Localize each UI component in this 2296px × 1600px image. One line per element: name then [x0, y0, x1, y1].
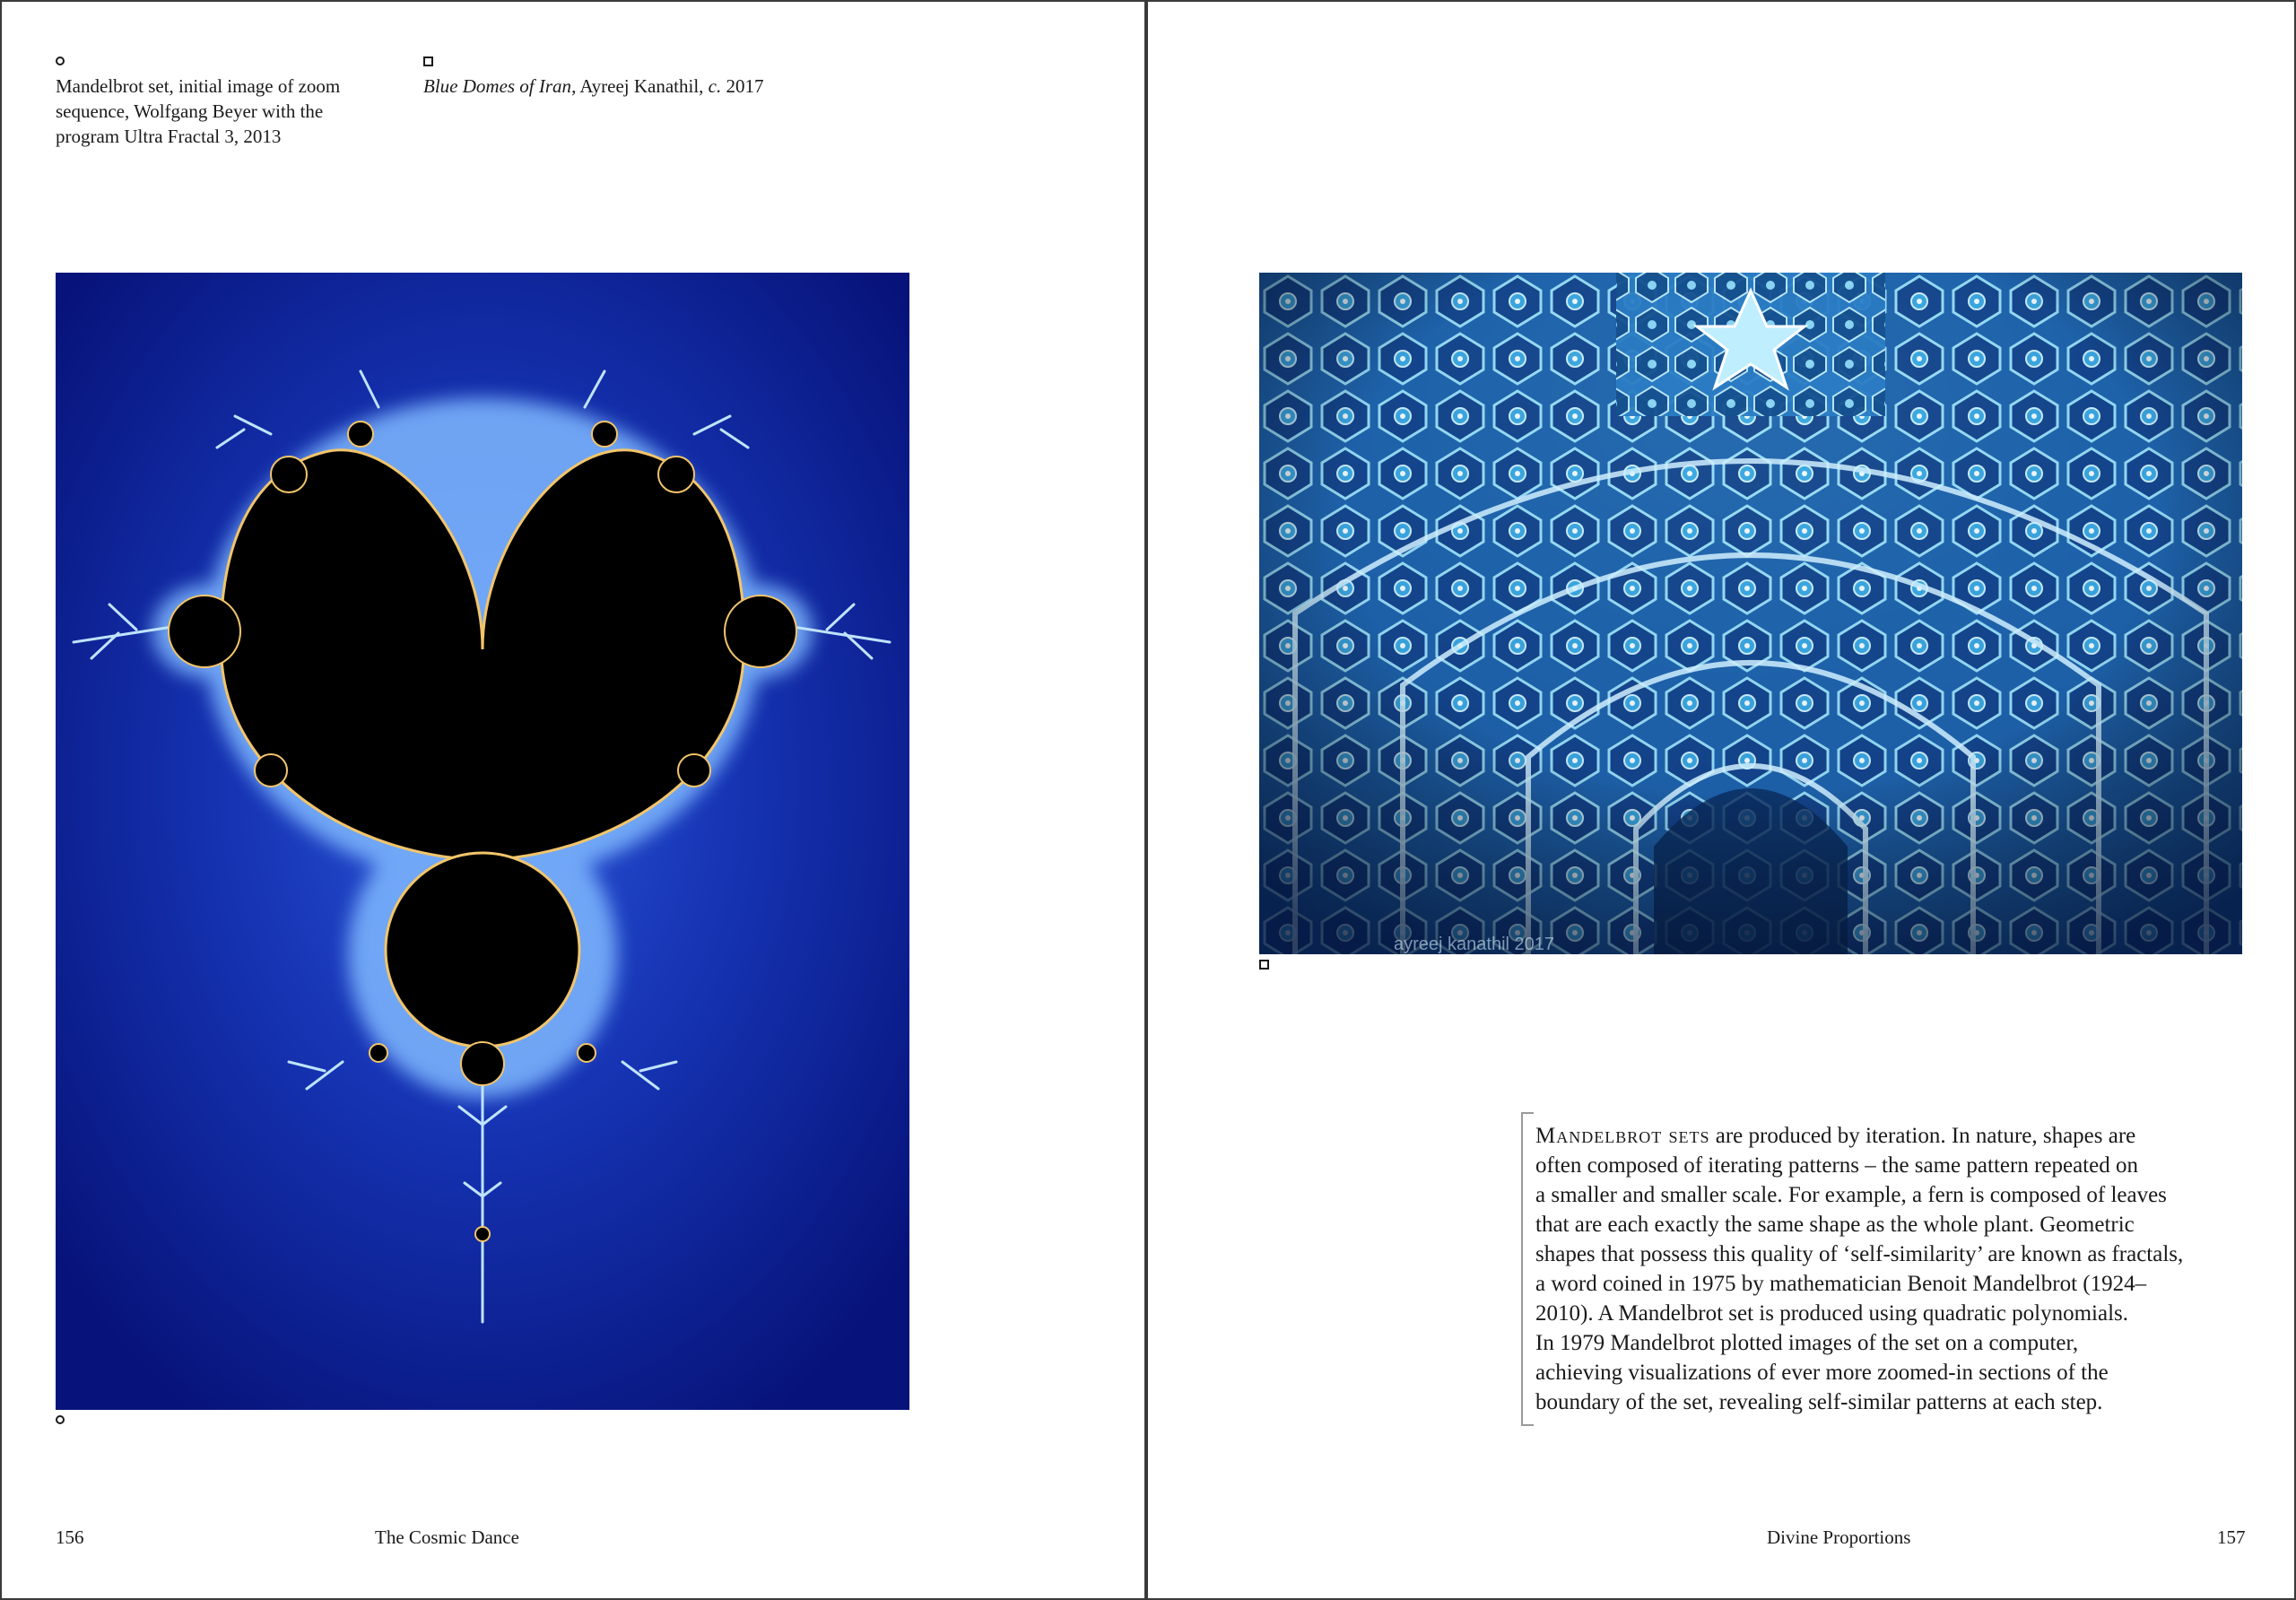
body-line: 2010). A Mandelbrot set is produced using quadratic polynomials.: [1535, 1301, 2129, 1326]
left-image-caption: [56, 74, 396, 149]
square-marker-icon: [1259, 960, 1269, 970]
left-page: [0, 0, 1144, 1600]
caption-line: program Ultra Fractal 3, 2013: [56, 126, 282, 147]
photo-watermark: ayreej kanathil 2017: [1394, 935, 1555, 954]
body-paragraph: [1535, 1121, 2253, 1417]
body-line: a word coined in 1975 by mathematician Benoit Mandelbrot (1924–: [1535, 1272, 2147, 1296]
circle-marker-icon: [56, 1415, 65, 1424]
caption-year: 2017: [721, 75, 764, 97]
caption-credit: , Ayreej Kanathil,: [571, 75, 709, 97]
dome-illustration: [1259, 273, 2242, 954]
mandelbrot-image: [56, 273, 909, 1410]
blue-domes-photo: [1259, 273, 2242, 954]
caption-line: sequence, Wolfgang Beyer with the: [56, 100, 324, 122]
running-head-right: Divine Proportions: [1767, 1526, 1911, 1548]
body-line: In 1979 Mandelbrot plotted images of the set on a computer,: [1535, 1331, 2079, 1355]
body-line: shapes that possess this quality of ‘self-similarity’ are known as fractals,: [1535, 1242, 2184, 1266]
circle-marker-icon: [56, 57, 65, 65]
mandelbrot-illustration: [56, 273, 909, 1410]
square-marker-icon: [423, 57, 433, 66]
body-line-text: are produced by iteration. In nature, shapes are: [1709, 1124, 2136, 1148]
page-number-right: 157: [2217, 1526, 2246, 1548]
body-line: achieving visualizations of ever more zoomed-in sections of the: [1535, 1361, 2109, 1385]
artwork-title: Blue Domes of Iran: [423, 75, 572, 97]
body-line: a smaller and smaller scale. For example, a fern is composed of leaves: [1535, 1183, 2167, 1207]
text-bracket: [1521, 1112, 1534, 1426]
caption-line: Mandelbrot set, initial image of zoom: [56, 75, 341, 97]
body-line: often composed of iterating patterns – the same pattern repeated on: [1535, 1153, 2138, 1178]
page-number-left: 156: [56, 1526, 84, 1548]
lead-in-smallcaps: Mandelbrot sets: [1535, 1124, 1710, 1148]
body-line: that are each exactly the same shape as the whole plant. Geometric: [1535, 1213, 2135, 1237]
running-head-left: The Cosmic Dance: [375, 1526, 519, 1548]
circa-abbrev: c.: [708, 75, 722, 97]
right-image-caption: [423, 74, 890, 99]
body-line: [1535, 1121, 2253, 1151]
body-line: boundary of the set, revealing self-similar patterns at each step.: [1535, 1390, 2103, 1414]
